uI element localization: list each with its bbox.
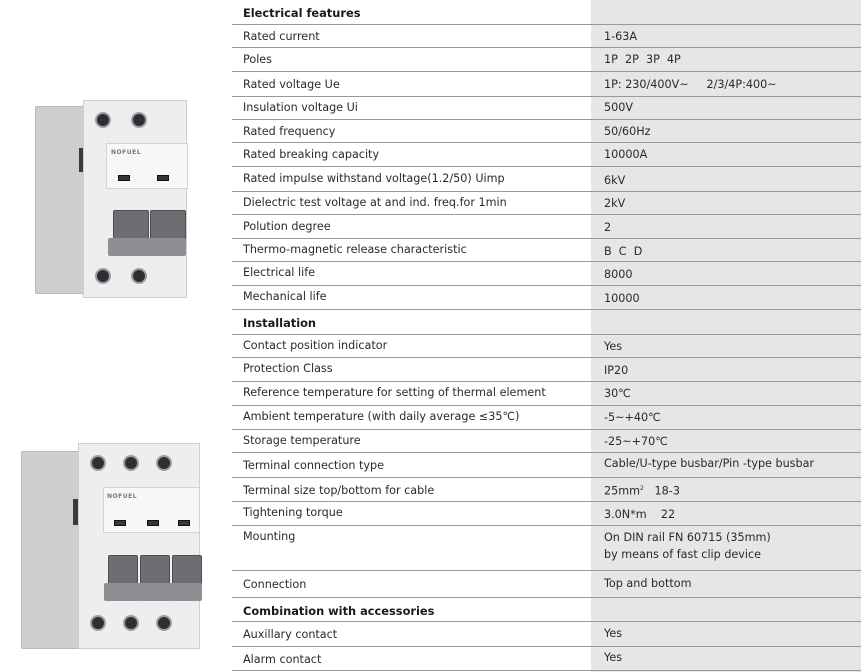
spec-value: Cable/U-type busbar/Pin -type busbar (604, 457, 815, 470)
spec-value: On DIN rail FN 60715 (35mm) (604, 531, 771, 544)
spec-row (232, 262, 861, 286)
spec-value: -25~+70℃ (604, 435, 668, 448)
spec-row (232, 622, 861, 647)
spec-row (232, 478, 861, 502)
spec-value: Yes (604, 627, 623, 640)
spec-key: Rated frequency (243, 125, 336, 138)
spec-key: Rated current (243, 30, 320, 43)
spec-value: 6kV (604, 174, 626, 187)
spec-row (232, 571, 861, 598)
spec-value: 3.0N*m 22 (604, 508, 676, 521)
spec-row (232, 406, 861, 430)
spec-row (232, 215, 861, 239)
spec-value: 2kV (604, 197, 626, 210)
spec-row (232, 25, 861, 48)
terminal-screw-icon (156, 615, 172, 631)
spec-key: Polution degree (243, 220, 331, 233)
spec-key: Storage temperature (243, 434, 361, 447)
spec-value-line2: by means of fast clip device (604, 548, 762, 561)
section-header-electrical (232, 0, 861, 25)
spec-value: 8000 (604, 268, 633, 281)
spec-key: Rated impulse withstand voltage(1.2/50) Uimp (243, 172, 505, 185)
section-title: Combination with accessories (243, 604, 435, 618)
spec-key: Auxillary contact (243, 628, 338, 641)
terminal-screw-icon (123, 615, 139, 631)
spec-row (232, 382, 861, 406)
spec-value: 30℃ (604, 387, 631, 400)
spec-row (232, 647, 861, 671)
spec-key: Alarm contact (243, 653, 322, 666)
spec-key: Insulation voltage Ui (243, 101, 358, 114)
spec-key: Poles (243, 53, 273, 66)
toggle-grip-icon (108, 238, 148, 256)
spec-value: 2 (604, 221, 612, 234)
spec-value: 1P: 230/400V~ 2/3/4P:400~ (604, 78, 777, 91)
spec-value: 50/60Hz (604, 125, 651, 138)
spec-row (232, 120, 861, 143)
toggle-grip-icon (146, 238, 186, 256)
spec-key: Protection Class (243, 362, 333, 375)
spec-key: Ambient temperature (with daily average ≤35℃) (243, 410, 520, 423)
spec-row (232, 239, 861, 262)
spec-row (232, 453, 861, 478)
spec-key: Reference temperature for setting of thermal element (243, 386, 546, 399)
spec-key: Terminal size top/bottom for cable (243, 484, 435, 497)
spec-key: Contact position indicator (243, 339, 388, 352)
spec-key: Thermo-magnetic release characteristic (243, 243, 467, 256)
breaker-2-pole-image (33, 100, 193, 300)
spec-value (604, 481, 680, 500)
spec-value: 10000A (604, 148, 648, 161)
terminal-screw-icon (131, 268, 147, 284)
terminal-screw-icon (123, 455, 139, 471)
spec-value-main: 25mm (604, 484, 641, 498)
brand-label: NOFUEL (107, 493, 138, 500)
spec-row (232, 286, 861, 310)
spec-value: 10000 (604, 292, 640, 305)
terminal-screw-icon (90, 615, 106, 631)
spec-row (232, 192, 861, 215)
spec-key: Rated breaking capacity (243, 148, 380, 161)
spec-key: Electrical life (243, 266, 316, 279)
spec-value: -5~+40℃ (604, 411, 661, 424)
spec-row (232, 526, 861, 571)
spec-key: Terminal connection type (243, 459, 385, 472)
toggle-grip-icon (136, 583, 170, 601)
spec-key: Rated voltage Ue (243, 78, 340, 91)
spec-table (232, 0, 861, 671)
spec-key: Connection (243, 578, 307, 591)
toggle-grip-icon (104, 583, 138, 601)
spec-row (232, 335, 861, 358)
section-title: Installation (243, 316, 317, 330)
terminal-screw-icon (131, 112, 147, 128)
breaker-side-housing (35, 106, 89, 294)
spec-value: 1-63A (604, 30, 638, 43)
spec-row (232, 430, 861, 453)
contact-indicator-icon (178, 520, 190, 526)
spec-row (232, 48, 861, 72)
brand-label: NOFUEL (111, 149, 142, 156)
section-title: Electrical features (243, 6, 361, 20)
spec-value: 500V (604, 101, 634, 114)
contact-indicator-icon (147, 520, 159, 526)
spec-value: Yes (604, 340, 623, 353)
spec-row (232, 167, 861, 192)
spec-value: Top and bottom (604, 577, 692, 590)
section-header-accessories (232, 598, 861, 622)
terminal-screw-icon (156, 455, 172, 471)
section-header-installation (232, 310, 861, 335)
spec-key: Mechanical life (243, 290, 327, 303)
breaker-3-pole-image (18, 443, 218, 658)
spec-row (232, 143, 861, 167)
terminal-screw-icon (95, 112, 111, 128)
spec-value: Yes (604, 651, 623, 664)
spec-key: Dielectric test voltage at and ind. freq.for 1min (243, 196, 507, 209)
terminal-screw-icon (95, 268, 111, 284)
spec-row (232, 97, 861, 120)
breaker-side-housing (21, 451, 85, 649)
spec-value-after: 18-3 (643, 484, 680, 498)
spec-row (232, 502, 861, 526)
product-images-panel (0, 0, 230, 672)
toggle-grip-icon (168, 583, 202, 601)
terminal-screw-icon (90, 455, 106, 471)
spec-row (232, 72, 861, 97)
spec-key: Tightening torque (243, 506, 343, 519)
spec-value: B C D (604, 245, 643, 258)
contact-indicator-icon (157, 175, 169, 181)
superscript: 2 (640, 485, 644, 492)
contact-indicator-icon (114, 520, 126, 526)
contact-indicator-icon (118, 175, 130, 181)
spec-value: 1P 2P 3P 4P (604, 53, 681, 66)
spec-row (232, 358, 861, 382)
spec-value: IP20 (604, 364, 629, 377)
spec-key: Mounting (243, 530, 296, 543)
